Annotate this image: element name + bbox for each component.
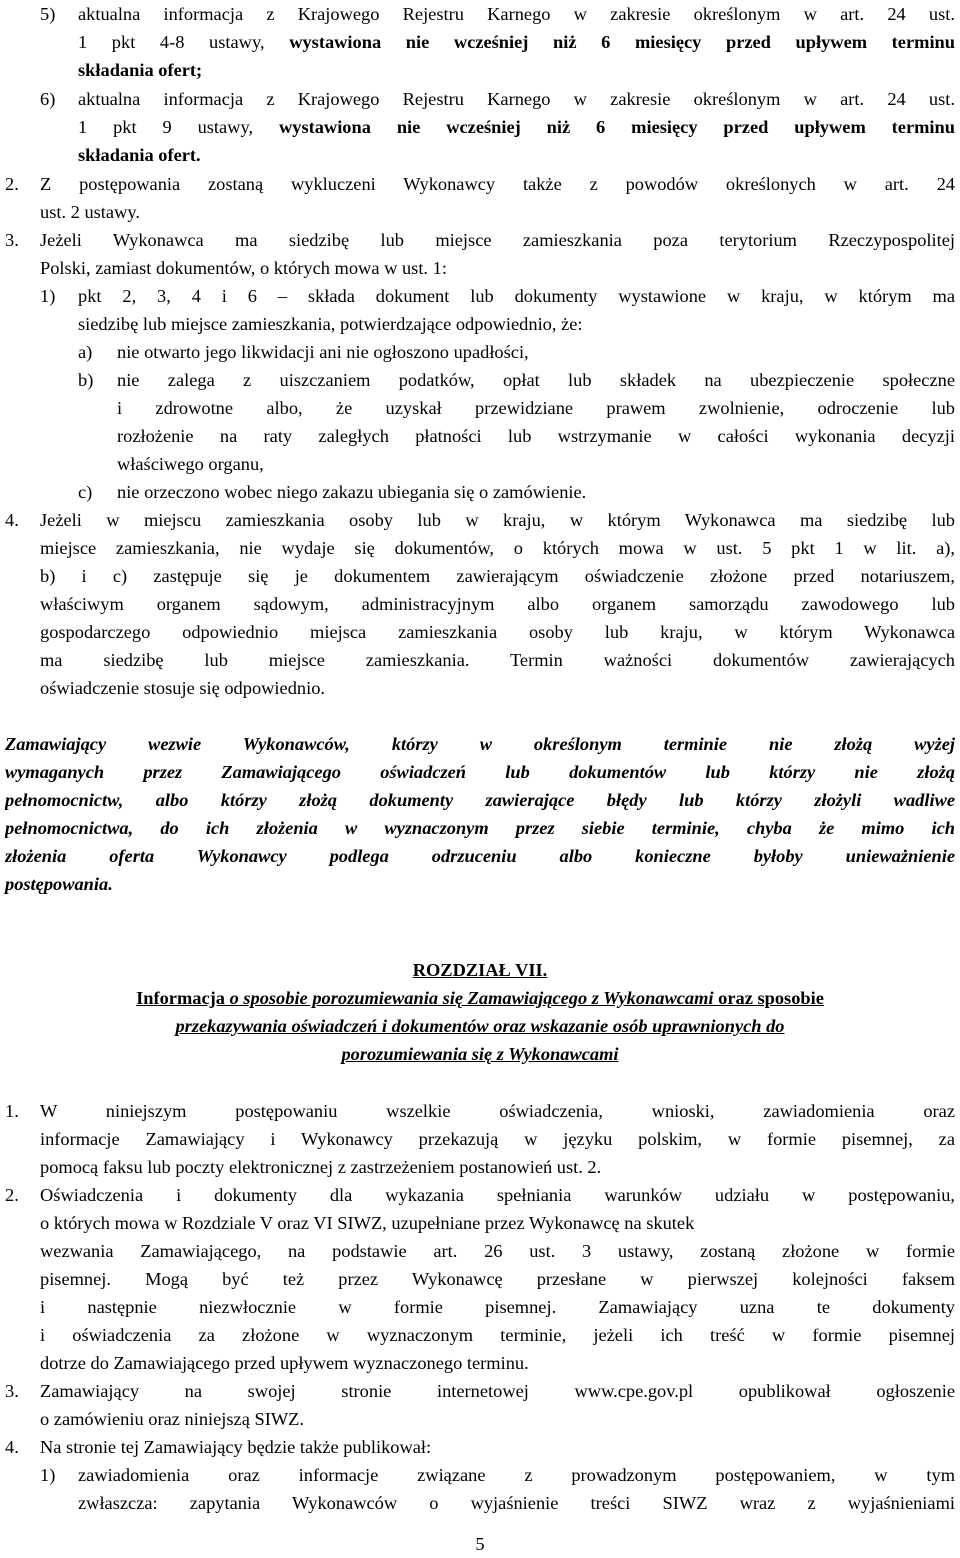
text-line: siedzibę lub miejsce zamieszkania, potwierdzające odpowiednio, że: (78, 314, 583, 334)
list-number: 6) (40, 89, 56, 109)
notice-line: pełnomocnictwa, do ich złożenia w wyznaczonym przez siebie terminie, chyba że mimo ich (5, 818, 955, 838)
text-line: Jeżeli Wykonawca ma siedzibę lub miejsce zamieszkania poza terytorium Rzeczypospolitej (40, 230, 955, 250)
text-line: ust. 2 ustawy. (40, 202, 140, 222)
text-span: 1 pkt 4-8 ustawy, (78, 32, 290, 52)
list-number: 1. (5, 1101, 19, 1121)
text-line: i zdrowotne albo, że uzyskał przewidziane prawem zwolnienie, odroczenie lub (117, 398, 955, 418)
text-line: Na stronie tej Zamawiający będzie także publikował: (40, 1437, 432, 1457)
text-line: zwłaszcza: zapytania Wykonawców o wyjaśnienie treści SIWZ wraz z wyjaśnieniami (78, 1493, 955, 1513)
text-line: rozłożenie na raty zaległych płatności lub wstrzymanie w całości wykonania decyzji (117, 426, 955, 446)
notice-line: złożenia oferta Wykonawcy podlega odrzuceniu albo konieczne byłoby unieważnienie (5, 846, 955, 866)
text-line: właściwym organem sądowym, administracyjnym albo organem samorządu zawodowego lub (40, 594, 955, 614)
list-number: 5) (40, 4, 56, 24)
chapter-subtitle-line: przekazywania oświadczeń i dokumentów oraz wskazanie osób uprawnionych do (175, 1016, 785, 1036)
list-number: 4. (5, 1437, 19, 1457)
page-number: 5 (475, 1534, 485, 1554)
text-line: aktualna informacja z Krajowego Rejestru Karnego w zakresie określonym w art. 24 ust. (78, 89, 955, 109)
text-line: nie zalega z uiszczaniem podatków, opłat lub składek na ubezpieczenie społeczne (117, 370, 955, 390)
text-line: ma siedzibę lub miejsce zamieszkania. Termin ważności dokumentów zawierających (40, 650, 955, 670)
bold-line: składania ofert. (78, 145, 201, 165)
text-line: właściwego organu, (117, 454, 264, 474)
notice-line: wymaganych przez Zamawiającego oświadczeń lub dokumentów lub którzy nie złożą (5, 762, 955, 782)
text-line: wezwania Zamawiającego, na podstawie art. 26 ust. 3 ustawy, zostaną złożone w formie (40, 1241, 955, 1261)
text-line: miejsce zamieszkania, nie wydaje się dokumentów, o których mowa w ust. 5 pkt 1 w lit. a), (40, 538, 955, 558)
bold-span: wystawiona nie wcześniej niż 6 miesięcy przed upływem terminu (289, 32, 955, 52)
text-line: b) i c) zastępuje się je dokumentem zawierającym oświadczenie złożone przed notariuszem, (40, 566, 955, 586)
text-line: gospodarczego odpowiednio miejsca zamieszkania osoby lub kraju, w którym Wykonawca (40, 622, 955, 642)
list-number: 2. (5, 174, 19, 194)
text-line: aktualna informacja z Krajowego Rejestru Karnego w zakresie określonym w art. 24 ust. (78, 4, 955, 24)
text-line: zawiadomienia oraz informacje związane z prowadzonym postępowaniem, w tym (78, 1465, 955, 1485)
list-number: 2. (5, 1185, 19, 1205)
notice-line: pełnomocnictw, albo którzy złożą dokumenty zawierające błędy lub którzy złożyli wadliwe (5, 790, 955, 810)
bold-span: wystawiona nie wcześniej niż 6 miesięcy przed upływem terminu (278, 117, 955, 137)
text-line: o których mowa w Rozdziale V oraz VI SIWZ, uzupełniane przez Wykonawcę na skutek (40, 1213, 695, 1233)
list-letter: c) (78, 482, 93, 502)
list-letter: a) (78, 342, 93, 362)
bold-line: składania ofert; (78, 60, 203, 80)
list-number: 1) (40, 1465, 56, 1485)
text-line: nie orzeczono wobec niego zakazu ubiegania się o zamówienie. (117, 482, 587, 502)
text-line: Jeżeli w miejscu zamieszkania osoby lub w kraju, w którym Wykonawca ma siedzibę lub (40, 510, 955, 530)
text-line: i następnie niezwłocznie w formie pisemnej. Zamawiający uzna te dokumenty (40, 1297, 955, 1317)
text-line: pkt 2, 3, 4 i 6 – składa dokument lub dokumenty wystawione w kraju, w którym ma (78, 286, 955, 306)
text-line: pomocą faksu lub poczty elektronicznej z zastrzeżeniem postanowień ust. 2. (40, 1157, 602, 1177)
list-number: 4. (5, 510, 19, 530)
chapter-subtitle-part: oraz sposobie (713, 988, 824, 1008)
text-line: Polski, zamiast dokumentów, o których mowa w ust. 1: (40, 258, 447, 278)
text-line: pisemnej. Mogą być też przez Wykonawcę przesłane w pierwszej kolejności faksem (40, 1269, 955, 1289)
chapter-subtitle-line: porozumiewania się z Wykonawcami (341, 1044, 619, 1064)
chapter-subtitle-line (0, 984, 960, 1012)
text-line: Z postępowania zostaną wykluczeni Wykonawcy także z powodów określonych w art. 24 (40, 174, 955, 194)
text-line: i oświadczenia za złożone w wyznaczonym terminie, jeżeli ich treść w formie pisemnej (40, 1325, 955, 1345)
list-number: 3. (5, 1381, 19, 1401)
text-line: Zamawiający na swojej stronie internetowej www.cpe.gov.pl opublikował ogłoszenie (40, 1381, 955, 1401)
chapter-subtitle-part: o sposobie porozumiewania się Zamawiającego z Wykonawcami (229, 988, 714, 1008)
text-line: nie otwarto jego likwidacji ani nie ogłoszono upadłości, (117, 342, 529, 362)
text-span: 1 pkt 9 ustawy, (78, 117, 279, 137)
text-line: Oświadczenia i dokumenty dla wykazania spełniania warunków udziału w postępowaniu, (40, 1185, 955, 1205)
text-line: dotrze do Zamawiającego przed upływem wyznaczonego terminu. (40, 1353, 529, 1373)
text-line (78, 28, 955, 56)
text-line: oświadczenie stosuje się odpowiednio. (40, 678, 325, 698)
text-line: W niniejszym postępowaniu wszelkie oświadczenia, wnioski, zawiadomienia oraz (40, 1101, 955, 1121)
list-letter: b) (78, 370, 94, 390)
chapter-title: ROZDZIAŁ VII. (412, 960, 548, 980)
text-line (78, 113, 955, 141)
chapter-subtitle-part: Informacja (136, 988, 230, 1008)
notice-line: postępowania. (5, 874, 113, 894)
text-line: informacje Zamawiający i Wykonawcy przekazują w języku polskim, w formie pisemnej, za (40, 1129, 955, 1149)
list-number: 3. (5, 230, 19, 250)
notice-line: Zamawiający wezwie Wykonawców, którzy w określonym terminie nie złożą wyżej (5, 734, 955, 754)
list-number: 1) (40, 286, 56, 306)
text-line: o zamówieniu oraz niniejszą SIWZ. (40, 1409, 305, 1429)
